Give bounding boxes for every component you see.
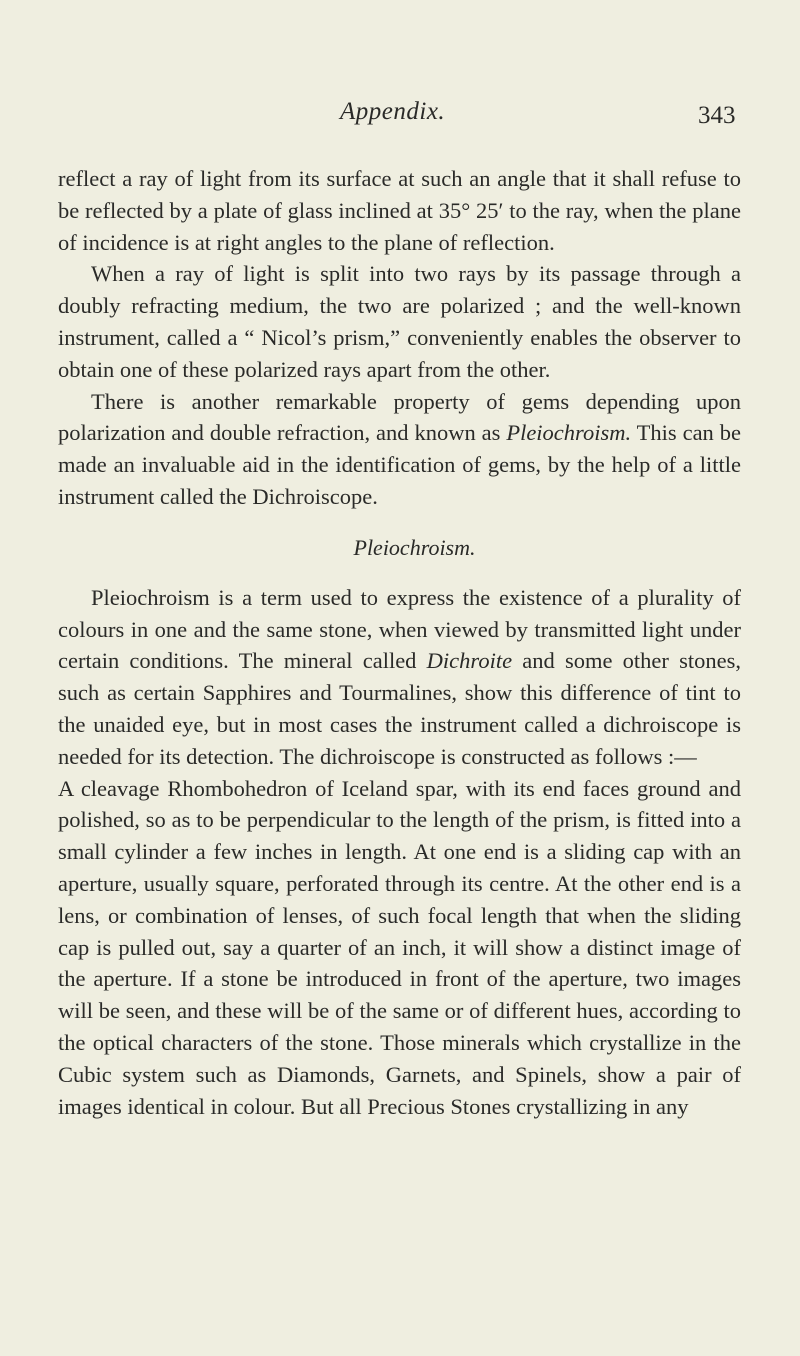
section-heading: Pleiochroism. [353, 534, 476, 560]
term-dichroite: Dichroite [426, 648, 513, 674]
paragraph-5: A cleavage Rhombohedron of Iceland spar, with its end faces ground and polished, so as to be perpendicular to the length of the prism, is fitted into a small cylinder a few inches in length. At one end is a sliding cap with an aperture, usually square, perforated through its centre. At the other end is a lens, or combination of lenses, of such focal length that when the sliding cap is pulled out, say a quarter of an inch, it will show a distinct image of the aperture. If a stone be introduced in front of the aperture, two images will be seen, and these will be of the same or of different hues, according to the optical characters of the stone. Those minerals which crystallize in the Cubic system such as Diamonds, Garnets, and Spinels, show a pair of images identical in colour. But all Precious Stones crystallizing in any [58, 775, 741, 1119]
paragraph-3-text-a: There is another remarkable property of gems depending upon polarization and double refraction, and known as [58, 388, 741, 446]
body-text [58, 163, 741, 1122]
term-pleiochroism: Pleiochroism. [506, 420, 632, 446]
paragraph-1: reflect a ray of light from its surface at such an angle that it shall refuse to be reflected by a plate of glass inclined at 35° 25′ to the ray, when the plane of incidence is at right angles to the plane of reflection. [58, 166, 741, 255]
paragraph-4-text-a: Pleiochroism is a term used to express the existence of a plurality of colours in one and the same stone, when viewed by transmitted light under certain conditions. The mineral called [58, 584, 741, 674]
paragraph-3 [58, 386, 741, 513]
page-header [0, 98, 800, 138]
paragraph-4 [58, 582, 741, 773]
running-head: Appendix. [340, 98, 446, 125]
paragraph-4-text-b: and some other stones, such as certain Sapphires and Tourmalines, show this difference of tint to the unaided eye, but in most cases the instrument called a dichroiscope is needed for its detection. The dichroiscope is constructed as follows :— [58, 648, 741, 769]
page-number: 343 [698, 102, 736, 129]
paragraph-2: When a ray of light is split into two rays by its passage through a doubly refracting medium, the two are polarized ; and the well-known instrument, called a “ Nicol’s prism,” conveniently enables the observer to obtain one of these polarized rays apart from the other. [58, 261, 741, 382]
paragraph-3-text-b: This can be made an invaluable aid in the identification of gems, by the help of a little instrument called the Dichroiscope. [58, 420, 741, 509]
